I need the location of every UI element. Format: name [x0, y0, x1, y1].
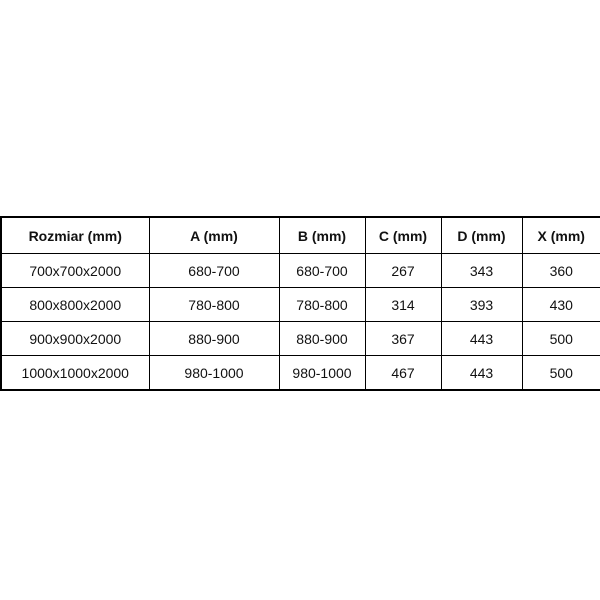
cell-a: 780-800	[149, 288, 279, 322]
table-row	[1, 288, 600, 322]
cell-b: 980-1000	[279, 356, 365, 391]
cell-d: 393	[441, 288, 522, 322]
cell-rozmiar: 800x800x2000	[1, 288, 149, 322]
cell-b: 780-800	[279, 288, 365, 322]
cell-d: 343	[441, 254, 522, 288]
cell-c: 267	[365, 254, 441, 288]
header-c: C (mm)	[365, 217, 441, 254]
header-rozmiar: Rozmiar (mm)	[1, 217, 149, 254]
cell-x: 500	[522, 356, 600, 391]
cell-a: 880-900	[149, 322, 279, 356]
table-row	[1, 356, 600, 391]
cell-rozmiar: 1000x1000x2000	[1, 356, 149, 391]
dimensions-table-container	[0, 216, 600, 391]
cell-c: 314	[365, 288, 441, 322]
dimensions-table	[0, 216, 600, 391]
table-header-row	[1, 217, 600, 254]
cell-x: 360	[522, 254, 600, 288]
cell-b: 680-700	[279, 254, 365, 288]
cell-d: 443	[441, 356, 522, 391]
cell-c: 467	[365, 356, 441, 391]
cell-c: 367	[365, 322, 441, 356]
header-b: B (mm)	[279, 217, 365, 254]
cell-b: 880-900	[279, 322, 365, 356]
cell-rozmiar: 700x700x2000	[1, 254, 149, 288]
table-row	[1, 254, 600, 288]
header-a: A (mm)	[149, 217, 279, 254]
header-d: D (mm)	[441, 217, 522, 254]
cell-x: 430	[522, 288, 600, 322]
cell-x: 500	[522, 322, 600, 356]
cell-a: 980-1000	[149, 356, 279, 391]
table-row	[1, 322, 600, 356]
cell-d: 443	[441, 322, 522, 356]
cell-a: 680-700	[149, 254, 279, 288]
cell-rozmiar: 900x900x2000	[1, 322, 149, 356]
header-x: X (mm)	[522, 217, 600, 254]
